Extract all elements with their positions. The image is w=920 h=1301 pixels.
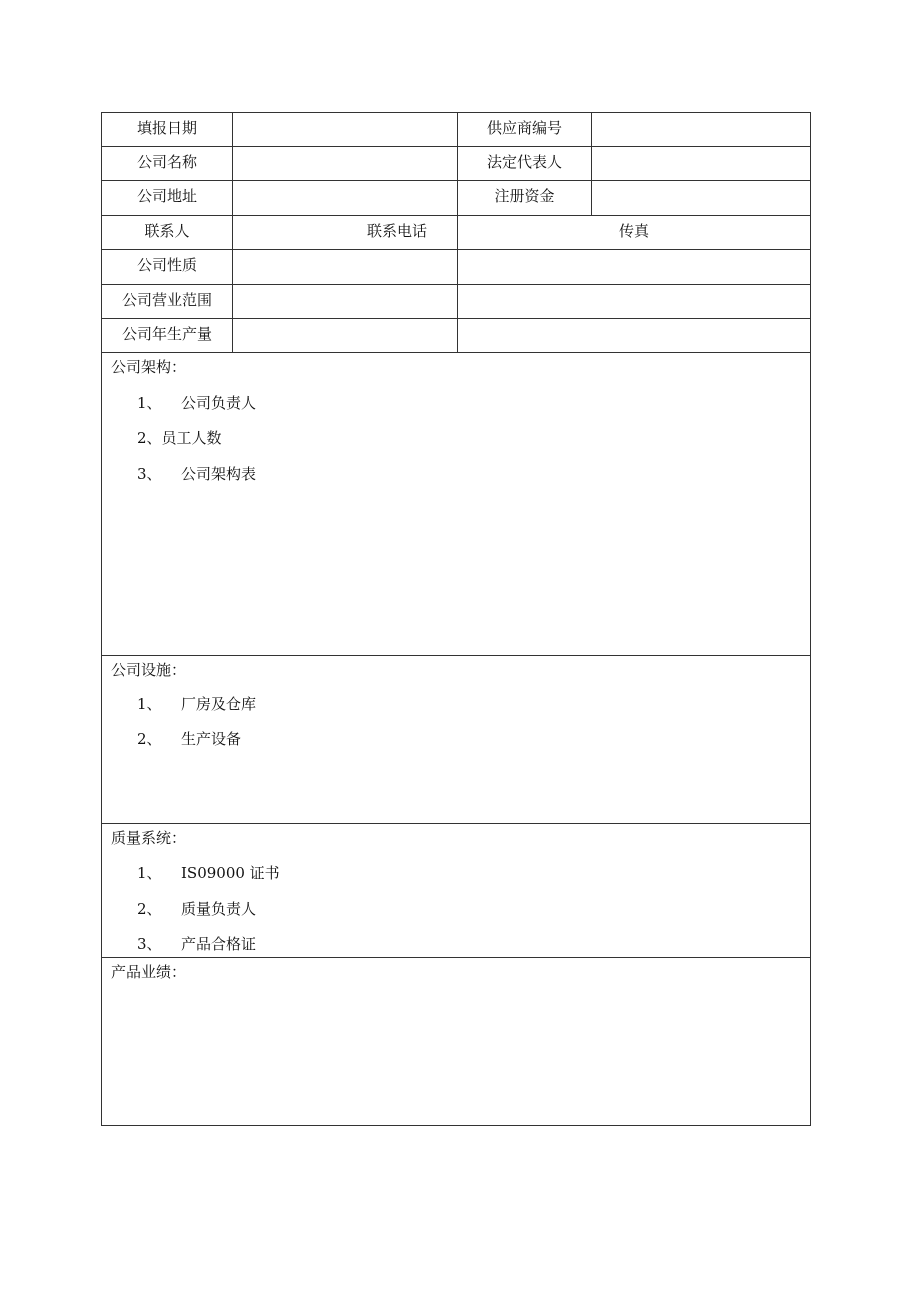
contact-phone-cell[interactable] <box>233 216 458 250</box>
registered-capital-field[interactable] <box>592 181 810 216</box>
supplier-form <box>101 112 811 1126</box>
list-item: 1、 厂房及仓库 <box>137 695 257 713</box>
legal-rep-field[interactable] <box>592 147 810 181</box>
section-product-performance[interactable] <box>102 958 810 1125</box>
company-nature-label-cell <box>102 250 233 285</box>
section-title: 产品业绩： <box>111 963 187 981</box>
business-scope-label: 公司营业范围 <box>121 291 212 309</box>
business-scope-label-cell <box>102 285 233 319</box>
list-item: 2、 质量负责人 <box>137 900 257 918</box>
list-item: 3、 公司架构表 <box>137 465 257 483</box>
annual-output-label-cell <box>102 319 233 353</box>
section-quality-system[interactable] <box>102 824 810 958</box>
contact-person-label: 联系人 <box>144 222 190 240</box>
registered-capital-label: 注册资金 <box>494 187 555 205</box>
list-item: 1、 公司负责人 <box>137 394 257 412</box>
supplier-no-label: 供应商编号 <box>486 119 562 137</box>
annual-output-extra-field[interactable] <box>458 319 810 353</box>
company-nature-extra-field[interactable] <box>458 250 810 285</box>
registered-capital-label-cell <box>458 181 592 216</box>
section-title: 质量系统： <box>111 829 187 847</box>
list-item: 3、 产品合格证 <box>137 935 257 953</box>
annual-output-label: 公司年生产量 <box>121 325 212 343</box>
section-company-structure[interactable] <box>102 353 810 656</box>
contact-person-label-cell <box>102 216 233 250</box>
company-nature-label: 公司性质 <box>136 256 197 274</box>
list-item: 1、 IS09000 证书 <box>137 864 280 882</box>
fill-date-field[interactable] <box>233 113 458 147</box>
legal-rep-label: 法定代表人 <box>486 153 562 171</box>
fill-date-label: 填报日期 <box>136 119 197 137</box>
annual-output-field[interactable] <box>233 319 458 353</box>
list-item: 2、 生产设备 <box>137 730 242 748</box>
company-nature-field[interactable] <box>233 250 458 285</box>
company-address-field[interactable] <box>233 181 458 216</box>
company-address-label: 公司地址 <box>136 187 197 205</box>
fill-date-label-cell <box>102 113 233 147</box>
fax-label: 传真 <box>618 222 649 240</box>
supplier-no-label-cell <box>458 113 592 147</box>
company-name-label-cell <box>102 147 233 181</box>
fax-cell[interactable] <box>458 216 810 250</box>
section-title: 公司设施： <box>111 661 187 679</box>
supplier-no-field[interactable] <box>592 113 810 147</box>
legal-rep-label-cell <box>458 147 592 181</box>
section-company-facilities[interactable] <box>102 656 810 824</box>
company-name-field[interactable] <box>233 147 458 181</box>
contact-phone-label: 联系电话 <box>367 222 428 240</box>
business-scope-extra-field[interactable] <box>458 285 810 319</box>
section-title: 公司架构： <box>111 358 187 376</box>
list-item: 2、员工人数 <box>137 429 222 447</box>
business-scope-field[interactable] <box>233 285 458 319</box>
company-address-label-cell <box>102 181 233 216</box>
company-name-label: 公司名称 <box>136 153 197 171</box>
